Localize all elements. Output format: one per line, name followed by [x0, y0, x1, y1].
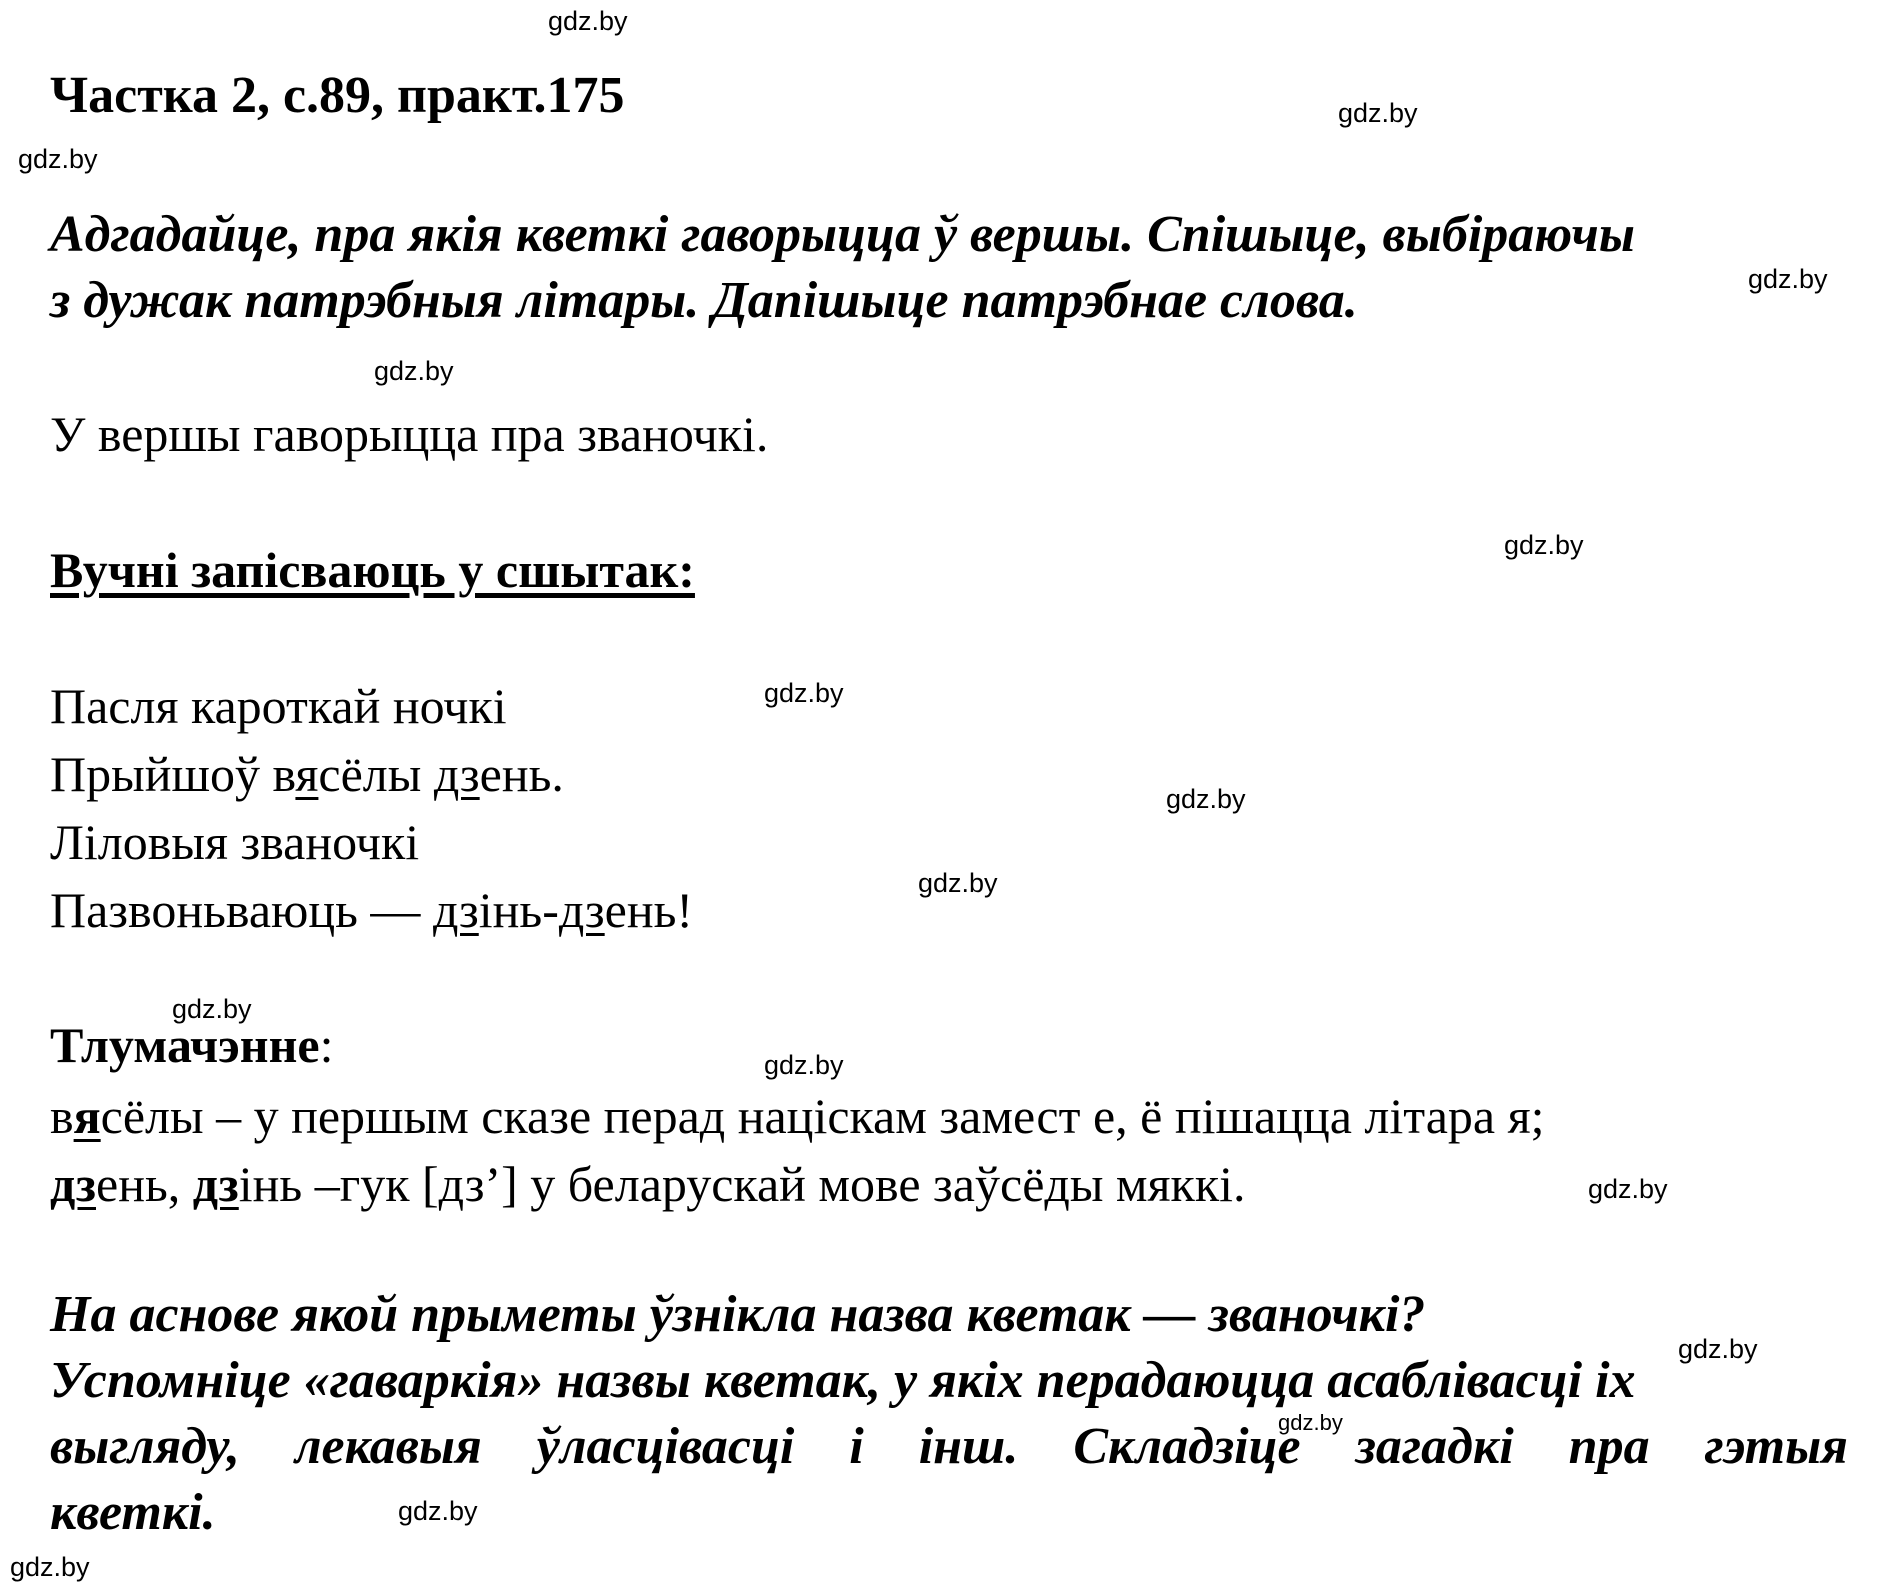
colon: :	[319, 1017, 334, 1073]
text: Пазвоньваюць —	[50, 882, 433, 938]
poem-line-1: Пасля кароткай ночкі	[50, 678, 507, 734]
word: ўласцівасці	[536, 1418, 795, 1475]
explanation-label-text: Тлумачэнне	[50, 1017, 320, 1073]
watermark: gdz.by	[548, 6, 628, 36]
watermark: gdz.by	[374, 356, 454, 386]
underlined-letter: дз	[50, 1156, 96, 1212]
task-2-line-1: На аснове якой прыметы ўзнікла назва кветак — званочкі?	[50, 1286, 1426, 1343]
answer-sentence: У вершы гаворыцца пра званочкі.	[50, 406, 769, 462]
word: лекавыя	[294, 1418, 482, 1475]
word: і	[849, 1418, 864, 1475]
task-line-1: Адгадайце, пра якія кветкі гаворыцца ў вершы. Спішыце, выбіраючы	[50, 206, 1635, 263]
task-2-line-4: кветкі.	[50, 1484, 216, 1541]
underlined-letter: дз	[433, 746, 480, 802]
poem	[50, 672, 693, 944]
watermark: gdz.by	[1748, 264, 1828, 294]
poem-line-3: Ліловыя званочкі	[50, 814, 420, 870]
task-2	[50, 1282, 1848, 1546]
word: Складзіце	[1073, 1418, 1301, 1475]
underlined-letter: дз	[432, 882, 479, 938]
watermark: gdz.by	[918, 868, 998, 898]
watermark: gdz.by	[1278, 1410, 1343, 1435]
text: інь-	[478, 882, 559, 938]
poem-line-4	[50, 876, 693, 944]
page-title: Частка 2, с.89, практ.175	[50, 67, 625, 124]
underlined-letter: дз	[192, 1156, 239, 1212]
watermark: gdz.by	[1678, 1334, 1758, 1364]
text: сёлы – у першым сказе перад націскам замест е, ё пішацца літара я;	[100, 1088, 1545, 1144]
watermark: gdz.by	[18, 144, 98, 174]
text: ень.	[479, 746, 564, 802]
word: загадкі	[1355, 1418, 1514, 1475]
task-line-2: з дужак патрэбныя літары. Дапішыце патрэбнае слова.	[50, 272, 1358, 329]
notebook-heading: Вучні запісваюць у сшытак:	[50, 542, 695, 598]
text: в	[50, 1088, 74, 1144]
watermark: gdz.by	[172, 994, 252, 1024]
text: інь –гук [дз’] у беларускай мове заўсёды мяккі.	[238, 1156, 1246, 1212]
underlined-letter: дз	[558, 882, 605, 938]
task-2-line-2: Успомніце «гаваркія» назвы кветак, у якіх перадаюцца асаблівасці іх	[50, 1352, 1636, 1409]
watermark: gdz.by	[1166, 784, 1246, 814]
text: сёлы	[318, 746, 434, 802]
watermark: gdz.by	[1504, 530, 1584, 560]
watermark: gdz.by	[398, 1496, 478, 1526]
underlined-letter: я	[73, 1088, 101, 1144]
watermark: gdz.by	[1588, 1174, 1668, 1204]
explanation-label	[50, 1015, 334, 1075]
poem-line-2	[50, 740, 693, 808]
task-2-line-3	[50, 1410, 1848, 1480]
explanation	[50, 1082, 1544, 1218]
word: пра	[1568, 1418, 1650, 1475]
text: Прыйшоў в	[50, 746, 296, 802]
watermark: gdz.by	[764, 1050, 844, 1080]
text: ень,	[96, 1156, 193, 1212]
explanation-line-2	[50, 1150, 1544, 1218]
watermark: gdz.by	[1338, 98, 1418, 128]
word: гэтыя	[1704, 1418, 1848, 1475]
watermark: gdz.by	[764, 678, 844, 708]
explanation-line-1	[50, 1082, 1544, 1150]
word: выгляду,	[50, 1418, 240, 1475]
underlined-letter: я	[295, 746, 319, 802]
watermark: gdz.by	[10, 1552, 90, 1582]
word: інш.	[918, 1418, 1019, 1475]
text: ень!	[604, 882, 694, 938]
